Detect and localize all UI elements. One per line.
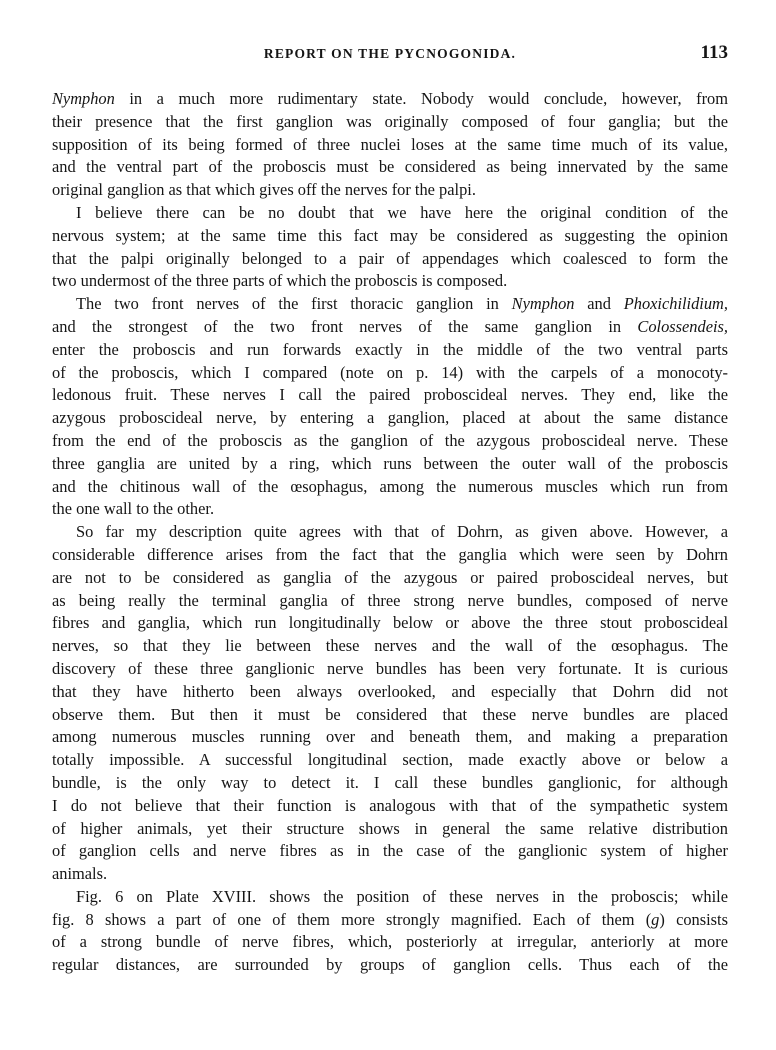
text-line: bundle, is the only way to detect it. I call these bundles ganglionic, for although [52, 772, 728, 792]
text-line: azygous proboscideal nerve, by entering a ganglion, placed at about the same distance [52, 408, 728, 428]
text-line: So far my description quite agrees with that of Dohrn, as given above. However, a [76, 522, 728, 542]
figure-label: g [651, 909, 660, 929]
text-line: discovery of these three ganglionic nerve bundles has been very fortunate. It is curious [52, 658, 728, 678]
text-line: totally impossible. A successful longitudinal section, made exactly above or below a [52, 750, 728, 770]
text-line: and the ventral part of the proboscis must be considered as being innervated by the same [52, 157, 728, 177]
text-line: enter the proboscis and run forwards exactly in the middle of the two ventral parts [52, 339, 728, 359]
text-line: fibres and ganglia, which run longitudinally below or above the three stout proboscideal [52, 613, 728, 633]
text-line: original ganglion as that which gives off the nerves for the palpi. [52, 180, 476, 200]
text-line: that the palpi originally belonged to a pair of appendages which coalesced to form the [52, 248, 728, 268]
text-line: Nymphon in a much more rudimentary state. Nobody would conclude, however, from [52, 89, 728, 108]
genus-name: Nymphon [511, 294, 575, 314]
text-line: of the proboscis, which I compared (note on p. 14) with the carpels of a monocoty- [52, 362, 728, 382]
text-line: among numerous muscles running over and beneath them, and making a preparation [52, 727, 728, 747]
text-line: fig. 8 shows a part of one of them more strongly magnified. Each of them (g) consists [52, 909, 728, 929]
text-line: nervous system; at the same time this fact may be considered as suggesting the opinion [52, 225, 728, 245]
text-line: Fig. 6 on Plate XVIII. shows the position of these nerves in the proboscis; while [76, 886, 728, 906]
text-line: observe them. But then it must be considered that these nerve bundles are placed [52, 704, 728, 724]
page-number: 113 [700, 42, 728, 63]
text-line: I do not believe that their function is analogous with that of the sympathetic system [52, 795, 728, 815]
text-line: are not to be considered as ganglia of the azygous or paired proboscideal nerves, but [52, 567, 728, 587]
text-line: The two front nerves of the first thoracic ganglion in Nymphon and Phoxichilidium, [76, 294, 728, 314]
text-line: two undermost of the three parts of which the proboscis is composed. [52, 271, 508, 291]
text-line: of ganglion cells and nerve fibres as in the case of the ganglionic system of higher [52, 841, 728, 861]
paragraph-1 [52, 88, 728, 202]
text-line: as being really the terminal ganglia of three strong nerve bundles, composed of nerve [52, 590, 728, 610]
text-line: ledonous fruit. These nerves I call the paired proboscideal nerves. They end, like the [52, 385, 728, 405]
text-line: that they have hitherto been always overlooked, and especially that Dohrn did not [52, 681, 728, 701]
page-header [52, 42, 728, 68]
paragraph-5 [52, 886, 728, 977]
text-line: three ganglia are united by a ring, which runs between the outer wall of the proboscis [52, 453, 728, 473]
paragraph-3 [52, 293, 728, 521]
text-line: I believe there can be no doubt that we have here the original condition of the [76, 202, 728, 222]
text-line: nerves, so that they lie between these nerves and the wall of the œsophagus. The [52, 636, 728, 656]
genus-name: Colossendeis, [637, 316, 728, 336]
text-line: and the chitinous wall of the œsophagus, among the numerous muscles which run from [52, 476, 728, 496]
text-line: and the strongest of the two front nerves of the same ganglion in Colossendeis, [52, 316, 728, 336]
text-line: of a strong bundle of nerve fibres, which, posteriorly at irregular, anteriorly at more [52, 932, 728, 952]
text-line: their presence that the first ganglion was originally composed of four ganglia; but the [52, 111, 728, 131]
text-line: the one wall to the other. [52, 499, 215, 519]
text-line: regular distances, are surrounded by groups of ganglion cells. Thus each of the [52, 955, 728, 975]
running-head: REPORT ON THE PYCNOGONIDA. [263, 46, 517, 61]
text-line: of higher animals, yet their structure shows in general the same relative distribution [52, 818, 728, 838]
text-line: supposition of its being formed of three nuclei loses at the same time much of its value, [52, 134, 728, 154]
text-line: from the end of the proboscis as the ganglion of the azygous proboscideal nerve. These [52, 430, 728, 450]
paragraph-2 [52, 202, 728, 293]
text-line: considerable difference arises from the fact that the ganglia which were seen by Dohrn [52, 544, 728, 564]
body-text [52, 88, 728, 977]
genus-name: Nymphon [52, 89, 115, 108]
paragraph-4 [52, 521, 728, 886]
text-line: animals. [52, 864, 108, 884]
genus-name: Phoxichilidium, [623, 294, 728, 314]
